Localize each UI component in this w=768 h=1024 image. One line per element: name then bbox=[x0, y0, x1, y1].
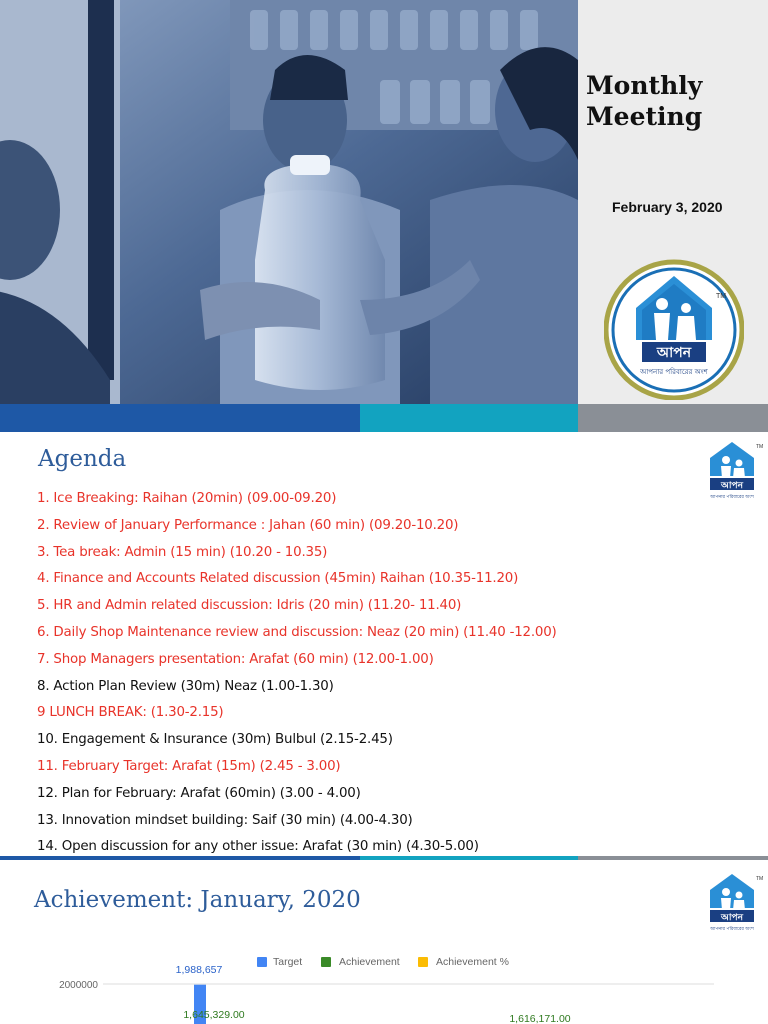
achievement-slide bbox=[0, 860, 768, 1024]
band-teal bbox=[360, 404, 578, 432]
shop-photo bbox=[0, 0, 578, 404]
agenda-list bbox=[37, 486, 557, 860]
band-gray bbox=[578, 404, 768, 432]
agenda-item: 13. Innovation mindset building: Saif (30 min) (4.00-4.30) bbox=[37, 812, 413, 828]
data-label-target: 1,988,657 bbox=[175, 964, 223, 976]
legend-label-achievement: Achievement bbox=[339, 956, 400, 968]
svg-text:আপনার পরিবারের অংশ: আপনার পরিবারের অংশ bbox=[710, 927, 754, 932]
trademark-label: TM bbox=[756, 444, 764, 450]
agenda-item: 9 LUNCH BREAK: (1.30-2.15) bbox=[37, 705, 224, 721]
agenda-item: 7. Shop Managers presentation: Arafat (60 min) (12.00-1.00) bbox=[37, 651, 434, 667]
title-panel bbox=[578, 0, 768, 404]
title-slide bbox=[0, 0, 768, 432]
agenda-item: 1. Ice Breaking: Raihan (20min) (09.00-09.20) bbox=[37, 491, 337, 506]
agenda-item: 12. Plan for February: Arafat (60min) (3.00 - 4.00) bbox=[37, 785, 361, 801]
agenda-item: 11. February Target: Arafat (15m) (2.45 - 3.00) bbox=[37, 758, 341, 774]
agenda-item: 3. Tea break: Admin (15 min) (10.20 - 10.35) bbox=[37, 544, 328, 560]
agenda-item: 2. Review of January Performance : Jahan (60 min) (09.20-10.20) bbox=[37, 517, 459, 533]
apon-logo-small bbox=[706, 440, 764, 508]
svg-text:আপন: আপন bbox=[656, 345, 692, 361]
svg-text:আপন: আপন bbox=[721, 913, 743, 923]
data-label-achievement: 1,645,329.00 bbox=[183, 1009, 245, 1021]
achievement-chart bbox=[0, 940, 768, 1024]
agenda-item: 6. Daily Shop Maintenance review and discussion: Neaz (20 min) (11.40 -12.00) bbox=[37, 624, 557, 640]
data-label-achievement-2: 1,616,171.00 bbox=[509, 1013, 571, 1024]
legend-swatch-achievement-pct bbox=[418, 957, 428, 967]
agenda-item: 14. Open discussion for any other issue: Arafat (30 min) (4.30-5.00) bbox=[37, 839, 479, 855]
agenda-item: 10. Engagement & Insurance (30m) Bulbul (2.15-2.45) bbox=[37, 732, 393, 748]
legend-label-achievement-pct: Achievement % bbox=[436, 956, 509, 968]
agenda-item: 4. Finance and Accounts Related discussion (45min) Raihan (10.35-11.20) bbox=[37, 571, 519, 587]
agenda-slide bbox=[0, 432, 768, 860]
legend-swatch-achievement bbox=[321, 957, 331, 967]
apon-house-logo-icon bbox=[706, 440, 764, 504]
chart-legend bbox=[257, 956, 509, 968]
trademark-label: TM bbox=[716, 293, 727, 300]
meeting-date: February 3, 2020 bbox=[612, 199, 723, 215]
svg-text:আপন: আপন bbox=[721, 481, 743, 491]
apon-logo bbox=[604, 258, 744, 404]
legend-label-target: Target bbox=[273, 956, 303, 968]
svg-text:আপনার পরিবারের অংশ: আপনার পরিবারের অংশ bbox=[710, 495, 754, 500]
apon-logo-small bbox=[706, 872, 764, 940]
agenda-item: 8. Action Plan Review (30m) Neaz (1.00-1.30) bbox=[37, 678, 334, 694]
agenda-title: Agenda bbox=[38, 446, 127, 472]
trademark-label: TM bbox=[756, 876, 764, 882]
apon-house-logo-icon bbox=[706, 872, 764, 936]
agenda-item: 5. HR and Admin related discussion: Idris (20 min) (11.20- 11.40) bbox=[37, 598, 462, 614]
shop-photo-illustration bbox=[0, 0, 578, 404]
band-blue bbox=[0, 404, 360, 432]
svg-text:আপনার পরিবারের অংশ: আপনার পরিবারের অংশ bbox=[640, 368, 708, 376]
y-tick-label: 2000000 bbox=[59, 980, 98, 991]
meeting-title: Monthly Meeting bbox=[586, 71, 703, 131]
apon-family-logo-icon bbox=[604, 258, 744, 400]
legend-swatch-target bbox=[257, 957, 267, 967]
achievement-title: Achievement: January, 2020 bbox=[34, 887, 361, 913]
